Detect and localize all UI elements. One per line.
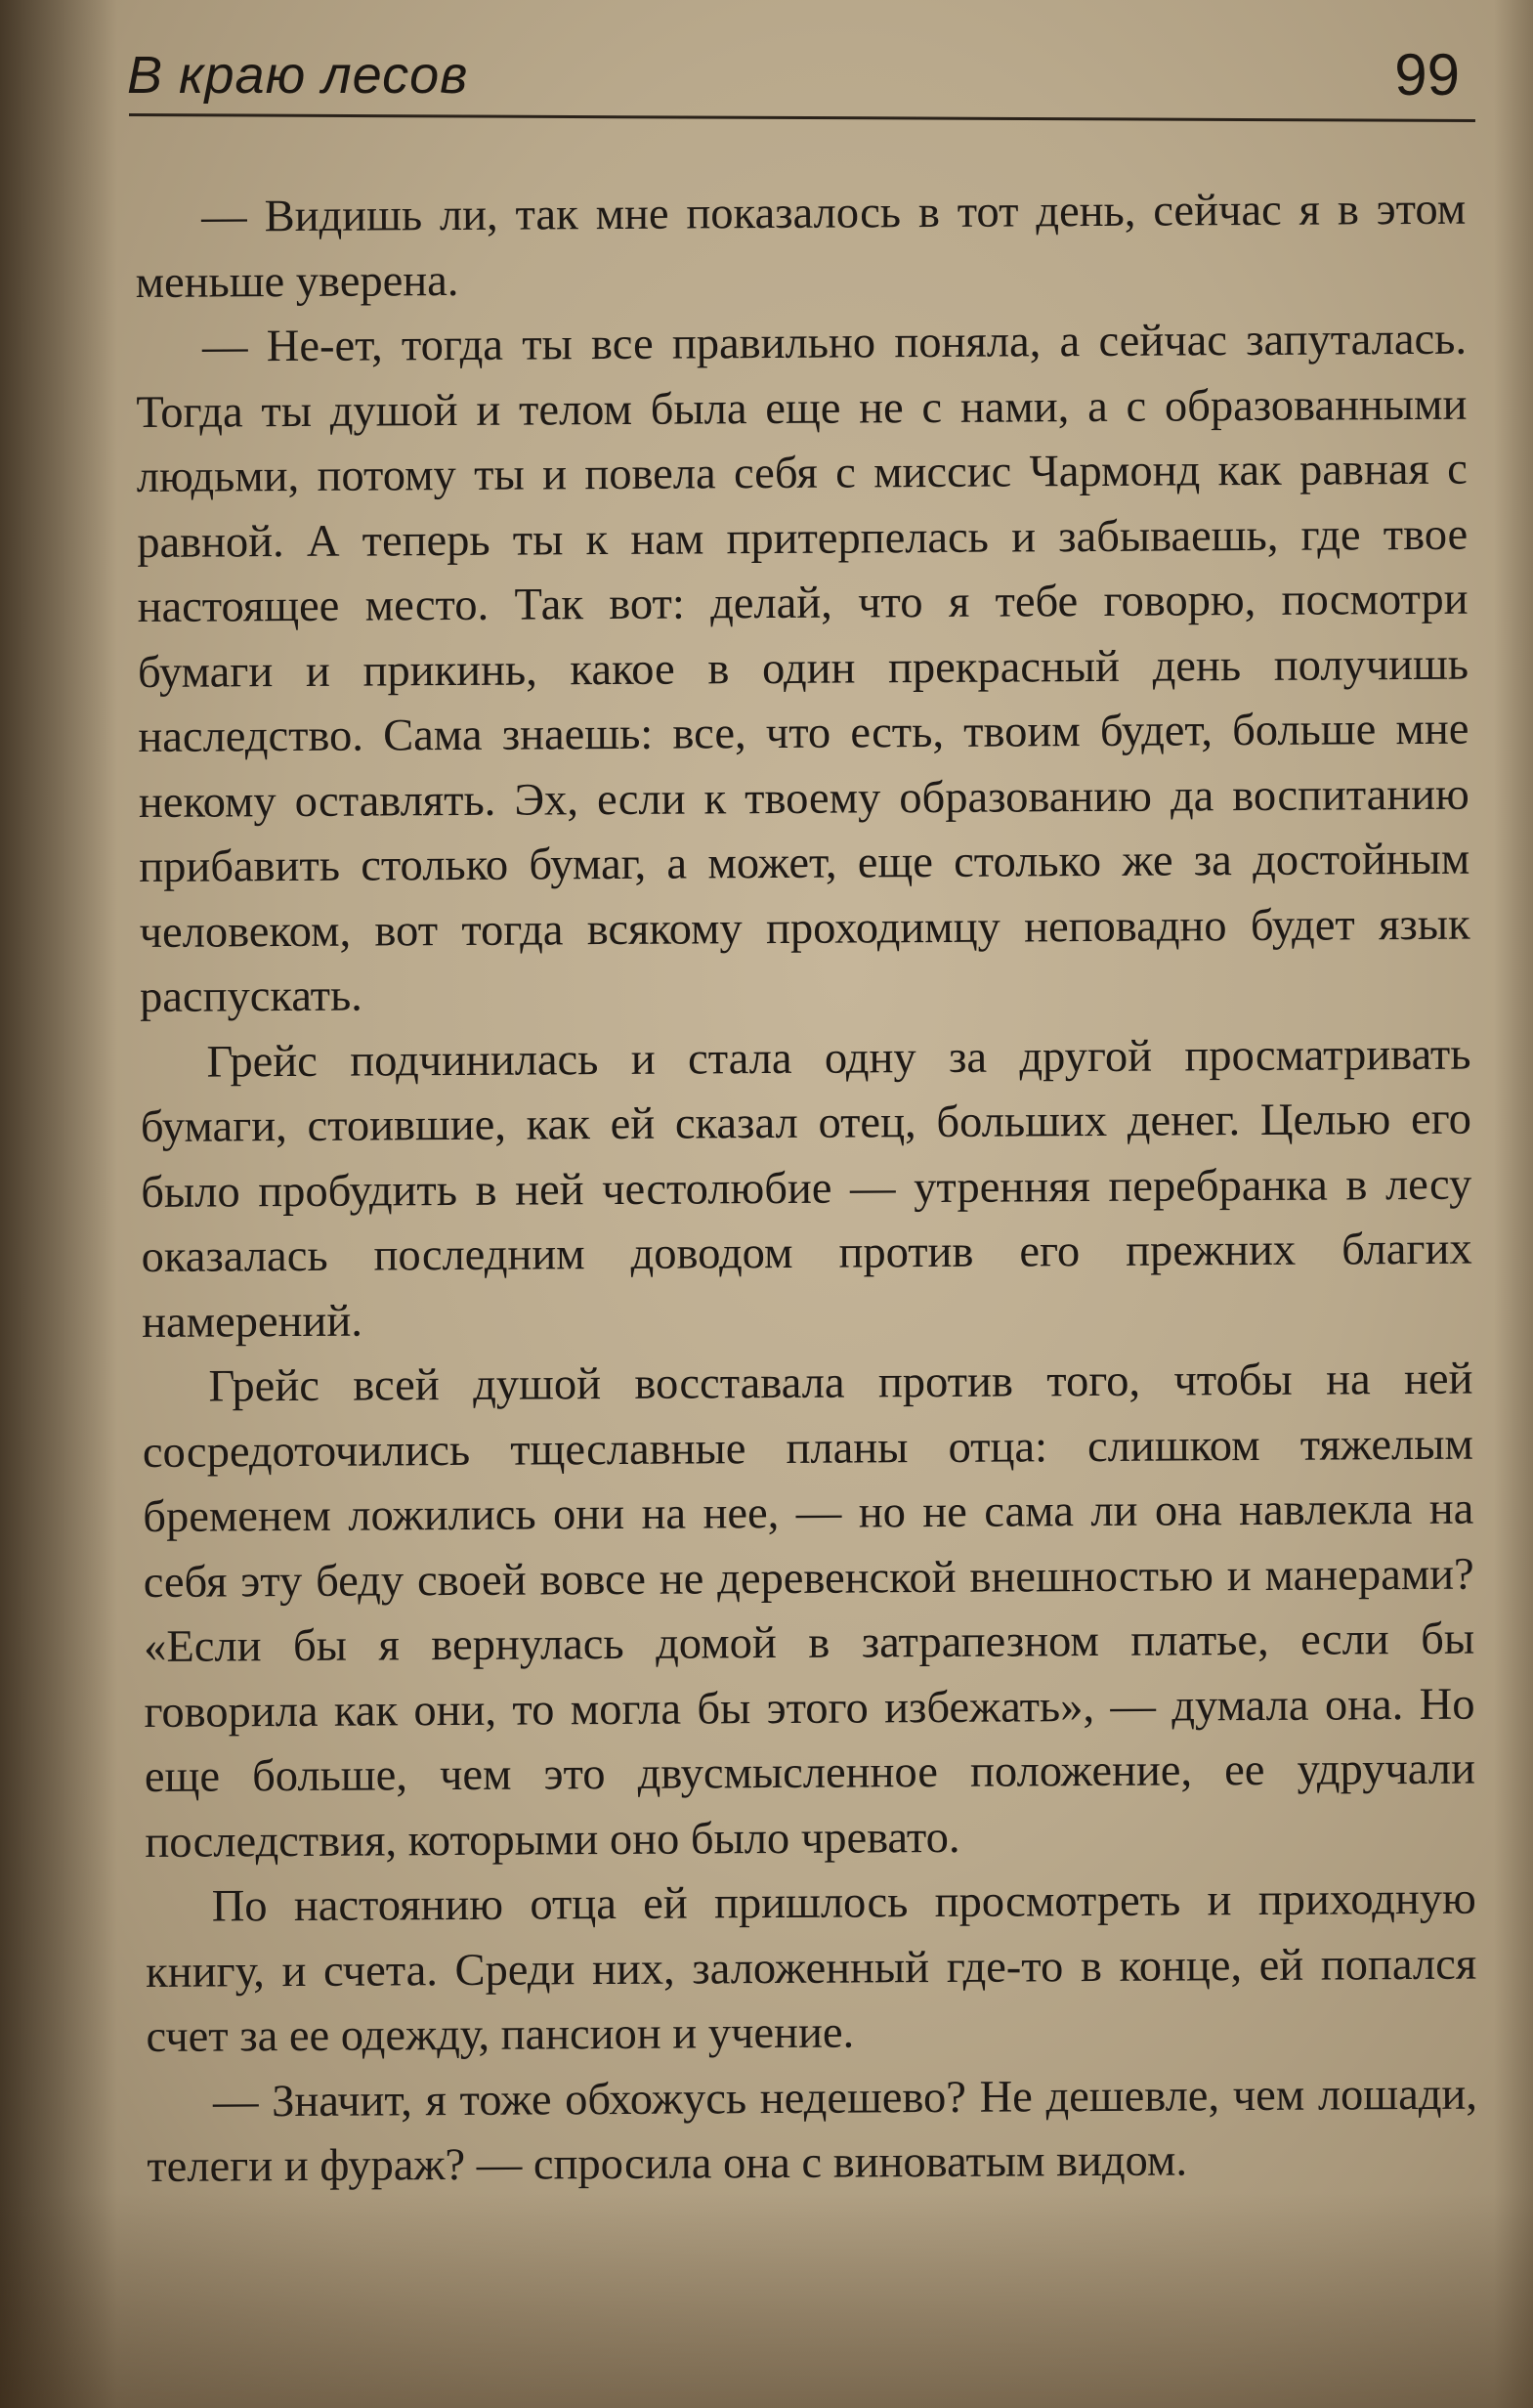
- paragraph: — Видишь ли, так мне показалось в тот день, сейчас я в этом меньше уверена.: [135, 184, 1467, 308]
- body-text: [135, 178, 1478, 2201]
- paragraph: Грейс подчинилась и стала одну за другой просматривать бумаги, стоившие, как ей сказал отец, больших денег. Целью его было пробудить в ней честолюбие — утренняя перебранка в лесу оказалась последним доводом против его прежних благих намерений.: [140, 1029, 1472, 1348]
- paragraph: Грейс всей душой восставала против того, чтобы на ней сосредоточились тщеславные планы отца: слишком тяжелым бременем ложились они на нее, — но не сама ли она навлекла на себя эту беду своей вовсе не деревенской внешностью и манерами? «Если бы я вернулась домой в затрапезном платье, если бы говорила как они, то могла бы этого избежать», — думала она. Но еще больше, чем это двусмысленное положение, ее удручали последствия, которыми оно было чревато.: [142, 1354, 1476, 1868]
- page-edge-shadow: [1494, 0, 1533, 2408]
- bottom-shadow: [0, 2193, 1533, 2408]
- paragraph: По настоянию отца ей пришлось просмотреть и приходную книгу, и счета. Среди них, заложенный где-то в конце, ей попался счет за ее одежду, пансион и учение.: [146, 1873, 1477, 2062]
- page-number: 99: [1394, 42, 1460, 108]
- spine-shadow: [0, 0, 117, 2408]
- paragraph: — Не-ет, тогда ты все правильно поняла, а сейчас запуталась. Тогда ты душой и телом была еще не с нами, а с образованными людьми, потому ты и повела себя с миссис Чармонд как равная с равной. А теперь ты к нам притерпелась и забываешь, где твое настоящее место. Так вот: делай, что я тебе говорю, посмотри бумаги и прикинь, какое в один прекрасный день получишь наследство. Сама знаешь: все, что есть, твоим будет, больше мне некому оставлять. Эх, если к твоему образованию да воспитанию прибавить столько бумаг, а может, еще столько же за достойным человеком, вот тогда всякому проходимцу неповадно будет язык распускать.: [136, 314, 1470, 1022]
- paragraph: — Значит, я тоже обхожусь недешево? Не дешевле, чем лошади, телеги и фураж? — спросила она с виноватым видом.: [147, 2069, 1478, 2192]
- page-header: [127, 39, 1475, 117]
- running-title: В краю лесов: [127, 46, 469, 105]
